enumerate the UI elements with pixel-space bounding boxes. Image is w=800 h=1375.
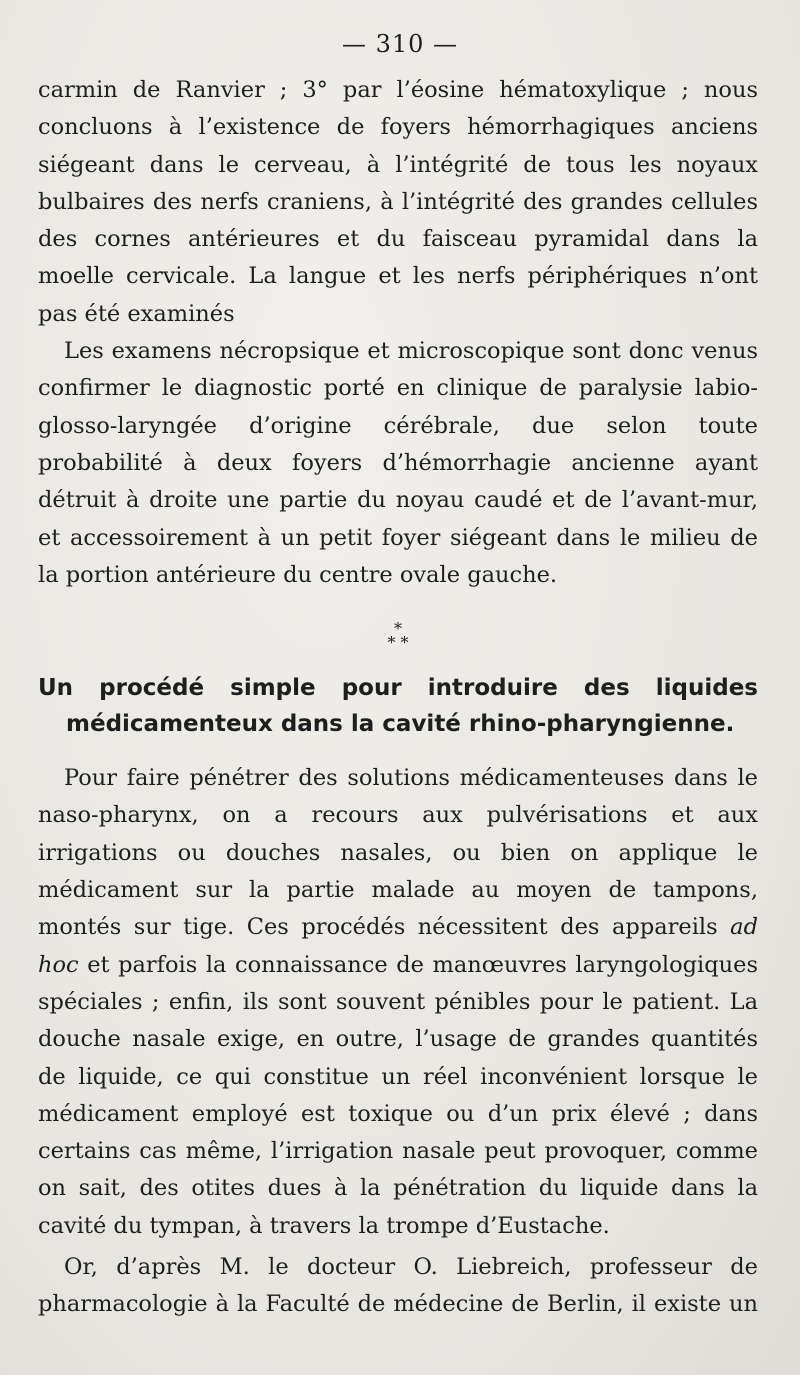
paragraph-procedures xyxy=(38,760,758,1245)
paragraph-procedures-part2: et parfois la connaissance de manœuvres laryngologiques spéciales ; enfin, ils sont souvent pénibles pour le patient. La douche nasale exige, en outre, l’usage de grandes quantités de liquide, ce qui constitue un réel inconvénient lorsque le médicament employé est toxique ou d’un prix élevé ; dans certains cas même, l’irrigation nasale peut provoquer, comme on sait, des otites dues à la pénétration du liquide dans la cavité du tympan, à travers la trompe d’Eustache. xyxy=(38,951,758,1239)
paragraph-continued: carmin de Ranvier ; 3° par l’éosine hématoxylique ; nous concluons à l’existence de foyers hémorrhagiques anciens siégeant dans le cerveau, à l’intégrité de tous les noyaux bulbaires des nerfs craniens, à l’intégrité des grandes cellules des cornes antérieures et du faisceau pyramidal dans la moelle cervicale. La langue et les nerfs périphériques n’ont pas été examinés xyxy=(38,77,758,327)
paragraph-conclusion: Les examens nécropsique et microscopique sont donc venus confirmer le diagnostic porté en clinique de paralysie labio-glosso-laryngée d’origine cérébrale, due selon toute probabilité à deux foyers d’hémorrhagie ancienne ayant détruit à droite une partie du noyau caudé et de l’avant-mur, et accessoirement à un petit foyer siégeant dans le milieu de la portion antérieure du centre ovale gauche. xyxy=(38,338,758,588)
separator-stars-bottom: * * xyxy=(387,633,409,653)
page-number: — 310 — xyxy=(341,30,459,58)
section-heading: Un procédé simple pour introduire des liquides médicamenteux dans la cavité rhino-pharyngienne. xyxy=(38,675,758,738)
paragraph-procedures-part1: Pour faire pénétrer des solutions médicamenteuses dans le naso-pharynx, on a recours aux pulvérisations et aux irrigations ou douches nasales, ou bien on applique le médicament sur la partie malade au moyen de tampons, montés sur tige. Ces procédés nécessitent des appareils xyxy=(38,765,758,941)
paragraph-liebreich: Or, d’après M. le docteur O. Liebreich, professeur de pharmacologie à la Faculté de médecine de Berlin, il existe un xyxy=(38,1254,758,1318)
separator-star-top: * xyxy=(394,619,402,639)
section-separator xyxy=(38,619,758,653)
italic-ad-hoc: ad hoc xyxy=(38,914,758,978)
page-body xyxy=(38,72,758,1324)
